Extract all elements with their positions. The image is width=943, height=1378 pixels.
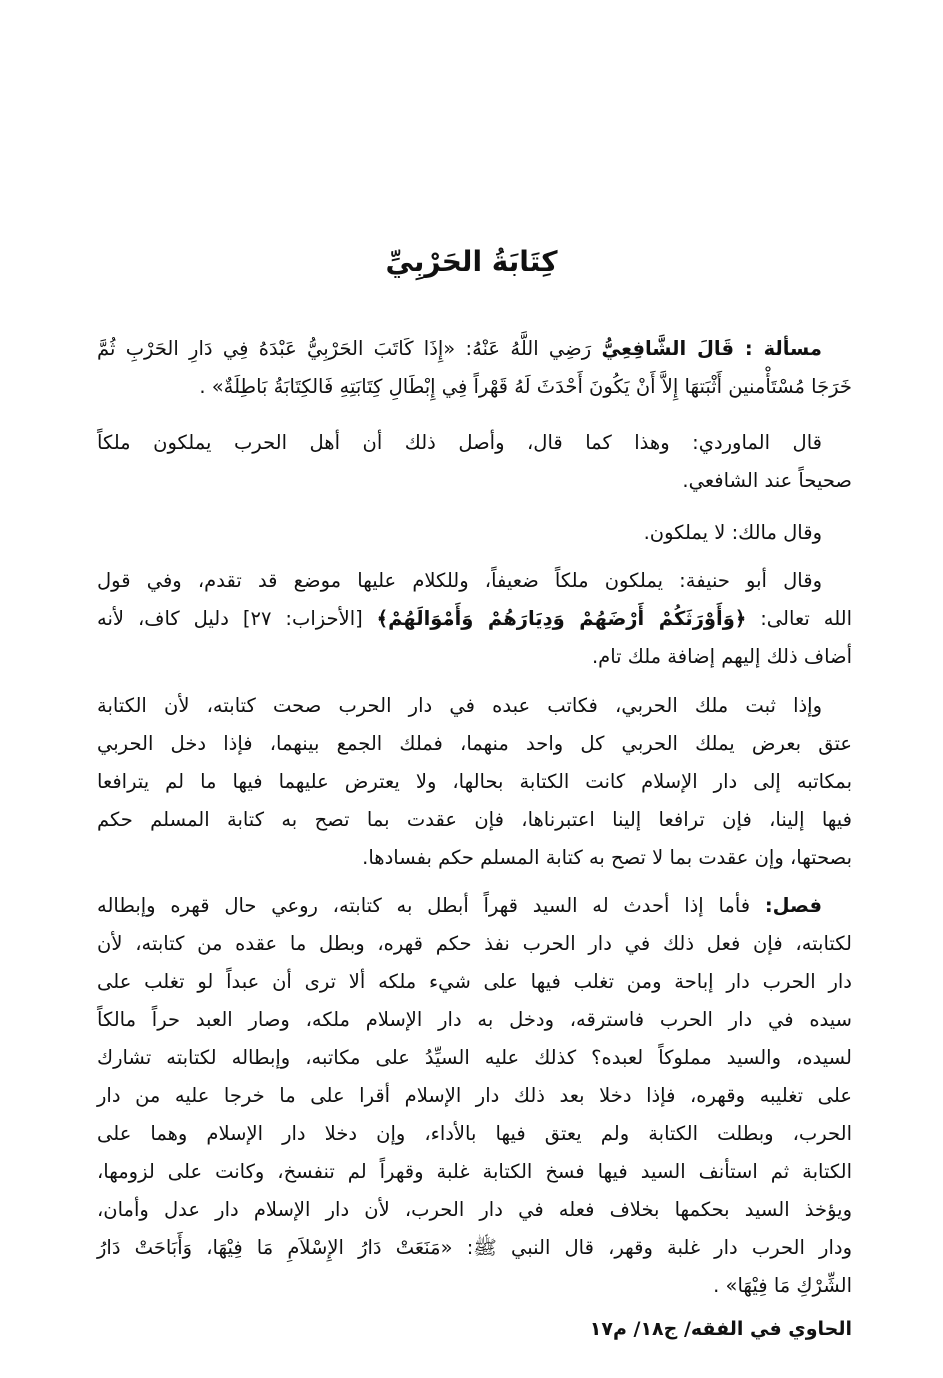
text: [الأحزاب: ٢٧] دليل كاف، لأنه [97,607,377,630]
text-line [97,839,852,877]
text-line [97,1153,852,1191]
text-line [97,330,852,368]
text: دار الحرب دار إباحة ومن تغلب فيها على شيء ملكه ألا ترى أن عبداً لو تغلب على [97,970,852,993]
text-line [97,1001,852,1039]
text: الشِّرْكِ مَا فِيْهَا» . [713,1274,852,1297]
text-line [97,424,852,462]
text: على تغليبه وقهره، فإذا دخلا بعد ذلك دار الإسلام أقرا على ما خرجا عليه من دار [97,1084,852,1107]
text-line [97,368,852,406]
text-line [97,925,852,963]
text-line [97,887,852,925]
bold-text: فصل: [764,894,822,917]
paragraph [97,562,852,676]
bold-text: مسألة : قَالَ الشَّافِعِيُّ [601,337,822,360]
paragraph [97,887,852,1305]
text-line [97,725,852,763]
text: سيده في دار الحرب فاسترقه، ودخل به دار الإسلام ملكه، وصار العبد حراً مالكاً [97,1008,852,1031]
text: عتق بعرض يملك الحربي كل واحد منهما، فملك الجمع بينهما، فإذا دخل الحربي [97,732,852,755]
text-line [97,1115,852,1153]
text: لكتابته، فإن فعل ذلك في دار الحرب نفذ حكم قهره، وبطل ما عقده من كتابته، لأن [97,932,852,955]
text-line [97,638,852,676]
paragraph [97,514,852,552]
chapter-title: كِتَابَةُ الحَرْبِيِّ [385,245,558,278]
text: صحيحاً عند الشافعي. [682,469,852,492]
text-line [97,1191,852,1229]
text-line [97,687,852,725]
text-line [97,462,852,500]
text: الحرب، وبطلت الكتابة ولم يعتق فيها بالأداء، وإن دخلا دار الإسلام وهما على [97,1122,852,1145]
text: الله تعالى: [746,607,853,630]
text-line [97,963,852,1001]
text: ويؤخذ السيد بحكمها بخلاف فعله في دار الحرب، لأن دار الإسلام دار عدل وأمان، [97,1198,852,1221]
text: بمكاتبه إلى دار الإسلام كانت الكتابة بحالها، ولا يعترض عليهما فيها ما لم يترافعا [97,770,852,793]
text: وإذا ثبت ملك الحربي، فكاتب عبده في دار الحرب صحت كتابته، لأن الكتابة [97,694,822,717]
text: فأما إذا أحدث له السيد قهراً أبطل به كتابته، روعي حال قهره وإبطاله [97,894,765,917]
text: ودار الحرب دار غلبة وقهر، قال النبي ﷺ: «مَنَعَتْ دَارُ الإِسْلاَمِ مَا فِيْهَا، وَأَبَاحَتْ دَارُ [97,1236,852,1259]
text: وقال مالك: لا يملكون. [643,521,822,544]
page-footer-signature: الحاوي في الفقه/ ج١٨/ م١٧ [589,1318,852,1340]
text-line [97,1229,852,1267]
paragraph [97,424,852,500]
text-line [97,562,852,600]
paragraph [97,330,852,406]
bold-text: ﴿وَأَوْرَثَكُمْ أَرْضَهُمْ وَدِيَارَهُمْ وَأَمْوَالَهُمْ﴾ [376,607,747,630]
text: بصحتها، وإن عقدت بما لا تصح به كتابة المسلم حكم بفسادها. [362,846,852,869]
text-line [97,801,852,839]
text-line [97,514,852,552]
text: خَرَجَا مُسْتَأْمنين أَثْبَتهَا إِلاَّ أَنْ يَكُونَ أَحْدَثَ لَهُ قَهْراً فِي إِبْطَالِ كِتَابَتِهِ فَالكِتَابَةُ بَاطِلَةٌ» . [199,375,852,398]
text-line [97,1077,852,1115]
text: فيها إلينا، فإن ترافعا إلينا اعتبرناها، فإن عقدت بما تصح به كتابة المسلم حكم [97,808,852,831]
text: رَضِي اللَّهُ عَنْهُ: «إِذَا كَاتَبَ الحَرْبِيُّ عَبْدَهُ فِي دَارِ الحَرْبِ ثُمَّ [97,337,602,360]
text: قال الماوردي: وهذا كما قال، وأصل ذلك أن أهل الحرب يملكون ملكاً [97,431,822,454]
text-line [97,1267,852,1305]
paragraph [97,687,852,877]
text-line [97,1039,852,1077]
text: الكتابة ثم استأنف السيد فيها فسخ الكتابة غلبة وقهراً لم تنفسخ، وكانت على لزومها، [97,1160,852,1183]
text-line [97,763,852,801]
text-line [97,600,852,638]
text: وقال أبو حنيفة: يملكون ملكاً ضعيفاً، وللكلام عليها موضع قد تقدم، وفي قول [97,569,822,592]
text: لسيده، والسيد مملوكاً لعبده؟ كذلك عليه السيِّدُ على مكاتبه، وإبطاله لكتابته تشارك [97,1046,852,1069]
text: أضاف ذلك إليهم إضافة ملك تام. [591,645,852,668]
